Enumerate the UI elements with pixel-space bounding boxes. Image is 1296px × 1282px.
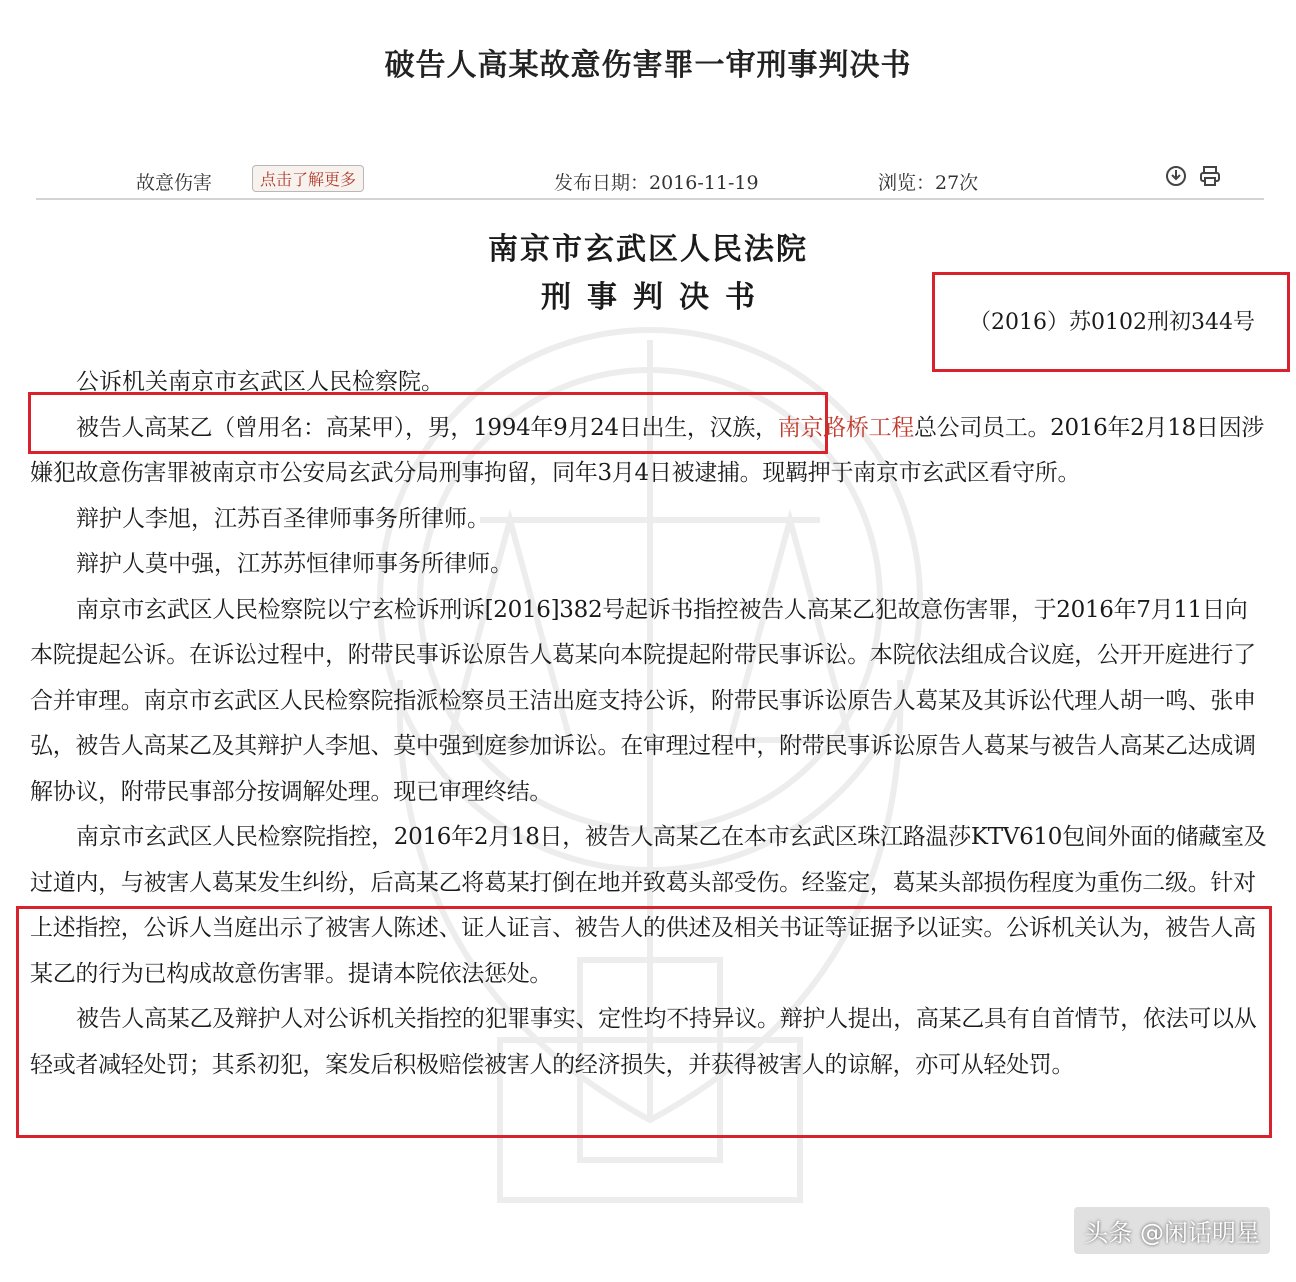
paragraph-defendant [30, 406, 1270, 497]
paragraph-procedure: 南京市玄武区人民检察院以宁玄检诉刑诉[2016]382号起诉书指控被告人高某乙犯故意伤害罪，于2016年7月11日向本院提起公诉。在诉讼过程中，附带民事诉讼原告人葛某向本院提起附带民事诉讼。本院依法组成合议庭，公开开庭进行了合并审理。南京市玄武区人民检察院指派检察员王洁出庭支持公诉，附带民事诉讼原告人葛某及其诉讼代理人胡一鸣、张申弘，被告人高某乙及其辩护人李旭、莫中强到庭参加诉讼。在审理过程中，附带民事诉讼原告人葛某与被告人高某乙达成调解协议，附带民事部分按调解处理。现已审理终结。 [30, 596, 1256, 805]
paragraph-defender-2: 辩护人莫中强，江苏苏恒律师事务所律师。 [76, 551, 513, 577]
paragraph-prosecutor: 公诉机关南京市玄武区人民检察院。 [76, 369, 444, 395]
download-icon[interactable] [1164, 164, 1188, 188]
judgment-body [30, 360, 1270, 1088]
paragraph-defense: 被告人高某乙及辩护人对公诉机关指控的犯罪事实、定性均不持异议。辩护人提出，高某乙具有自首情节，依法可以从轻或者减轻处罚；其系初犯，案发后积极赔偿被害人的经济损失，并获得被害人的谅解，亦可从轻处罚。 [30, 1006, 1257, 1078]
paragraph-charge: 南京市玄武区人民检察院指控，2016年2月18日，被告人高某乙在本市玄武区珠江路温莎KTV610包间外面的储藏室及过道内，与被害人葛某发生纠纷，后高某乙将葛某打倒在地并致葛头部受伤。经鉴定，葛某头部损伤程度为重伤二级。针对上述指控，公诉人当庭出示了被害人陈述、证人证言、被告人的供述及相关书证等证据予以证实。公诉机关认为，被告人高某乙的行为已构成故意伤害罪。提请本院依法惩处。 [30, 824, 1267, 987]
paragraph-defender-1: 辩护人李旭，江苏百圣律师事务所律师。 [76, 505, 490, 532]
action-icons [1164, 164, 1222, 188]
case-number-highlight [932, 272, 1290, 372]
defendant-custody: 总公司员工。2016年2月18日因涉嫌犯故意伤害罪被南京市公安局玄武分局刑事拘留，同年3月4日被逮捕。现羁押于南京市玄武区看守所。 [30, 414, 1264, 486]
page-title: 破告人高某故意伤害罪一审刑事判决书 [384, 48, 912, 83]
learn-more-button[interactable]: 点击了解更多 [252, 165, 364, 192]
case-number: （2016）苏0102刑初344号 [969, 310, 1255, 335]
employer-name: 南京路桥工程 [777, 414, 914, 441]
publish-date: 发布日期：2016-11-19 [554, 172, 759, 194]
source-watermark: 头条 @闲话明星 [1074, 1207, 1270, 1254]
defendant-info: 被告人高某乙（曾用名：高某甲），男，1994年9月24日出生，汉族， [76, 414, 778, 441]
document-type: 刑事判决书 [541, 280, 771, 315]
view-count: 浏览：27次 [878, 172, 979, 194]
court-name: 南京市玄武区人民法院 [488, 232, 808, 267]
meta-bar [36, 160, 1264, 200]
print-icon[interactable] [1198, 164, 1222, 188]
category-tag: 故意伤害 [136, 172, 213, 194]
